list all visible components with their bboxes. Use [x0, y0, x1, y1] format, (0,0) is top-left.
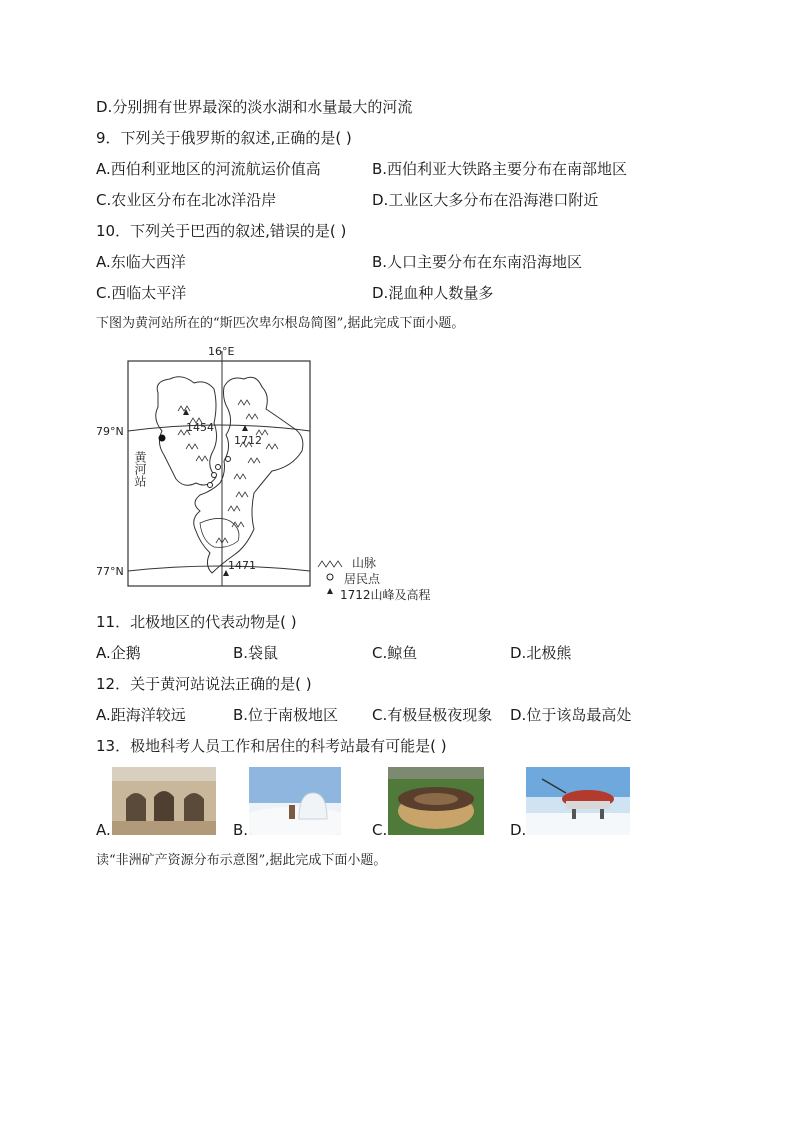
peak-1471-label: 1471: [228, 559, 256, 572]
question-10: 10．下列关于巴西的叙述,错误的是( ): [96, 222, 347, 240]
lat-79-label: 79°N: [96, 425, 124, 438]
option-10a: A.东临大西洋: [96, 253, 186, 271]
option-9d: D.工业区大多分布在沿海港口附近: [372, 191, 599, 209]
station-dot: [159, 435, 166, 442]
lat-77-label: 77°N: [96, 565, 124, 578]
question-9: 9．下列关于俄罗斯的叙述,正确的是( ): [96, 129, 352, 147]
lon-label: 16°E: [208, 345, 235, 358]
station-label: 黄河站: [133, 451, 147, 487]
option-10d: D.混血种人数量多: [372, 284, 494, 302]
option-12a: A.距海洋较远: [96, 706, 186, 724]
peak-1712-label: 1712: [234, 434, 262, 447]
question-11: 11．北极地区的代表动物是( ): [96, 613, 297, 631]
option-12d: D.位于该岛最高处: [510, 706, 632, 724]
option-13b-label: B.: [233, 821, 249, 839]
option-11d: D.北极熊: [510, 644, 572, 662]
option-11b: B.袋鼠: [233, 644, 279, 662]
option-11a: A.企鹅: [96, 644, 141, 662]
peak-1454-label: 1454: [186, 421, 214, 434]
option-9c: C.农业区分布在北冰洋沿岸: [96, 191, 277, 209]
option-12b: B.位于南极地区: [233, 706, 339, 724]
cave-dwelling-photo: [112, 767, 216, 835]
option-10b: B.人口主要分布在东南沿海地区: [372, 253, 583, 271]
option-13d-label: D.: [510, 821, 527, 839]
option-9a: A.西伯利亚地区的河流航运价值高: [96, 160, 321, 178]
option-11c: C.鲸鱼: [372, 644, 418, 662]
option-13a-label: A.: [96, 821, 111, 839]
igloo-photo: [249, 767, 341, 835]
research-station-photo: [526, 767, 630, 835]
legend-mountain: 山脉: [352, 556, 377, 570]
intro-map: 下图为黄河站所在的“斯匹次卑尔根岛简图”,据此完成下面小题。: [96, 316, 465, 331]
option-10c: C.西临太平洋: [96, 284, 187, 302]
option-13c-label: C.: [372, 821, 388, 839]
legend-peak: 1712山峰及高程: [340, 588, 431, 602]
question-12: 12．关于黄河站说法正确的是( ): [96, 675, 312, 693]
intro-africa-map: 读“非洲矿产资源分布示意图”,据此完成下面小题。: [96, 853, 387, 868]
question-13: 13．极地科考人员工作和居住的科考站最有可能是( ): [96, 737, 447, 755]
option-8d: D.分别拥有世界最深的淡水湖和水量最大的河流: [96, 98, 413, 116]
spitsbergen-map: [96, 343, 456, 605]
option-12c: C.有极昼极夜现象: [372, 706, 493, 724]
legend-settlement: 居民点: [344, 572, 381, 586]
option-9b: B.西伯利亚大铁路主要分布在南部地区: [372, 160, 628, 178]
tulou-photo: [388, 767, 484, 835]
